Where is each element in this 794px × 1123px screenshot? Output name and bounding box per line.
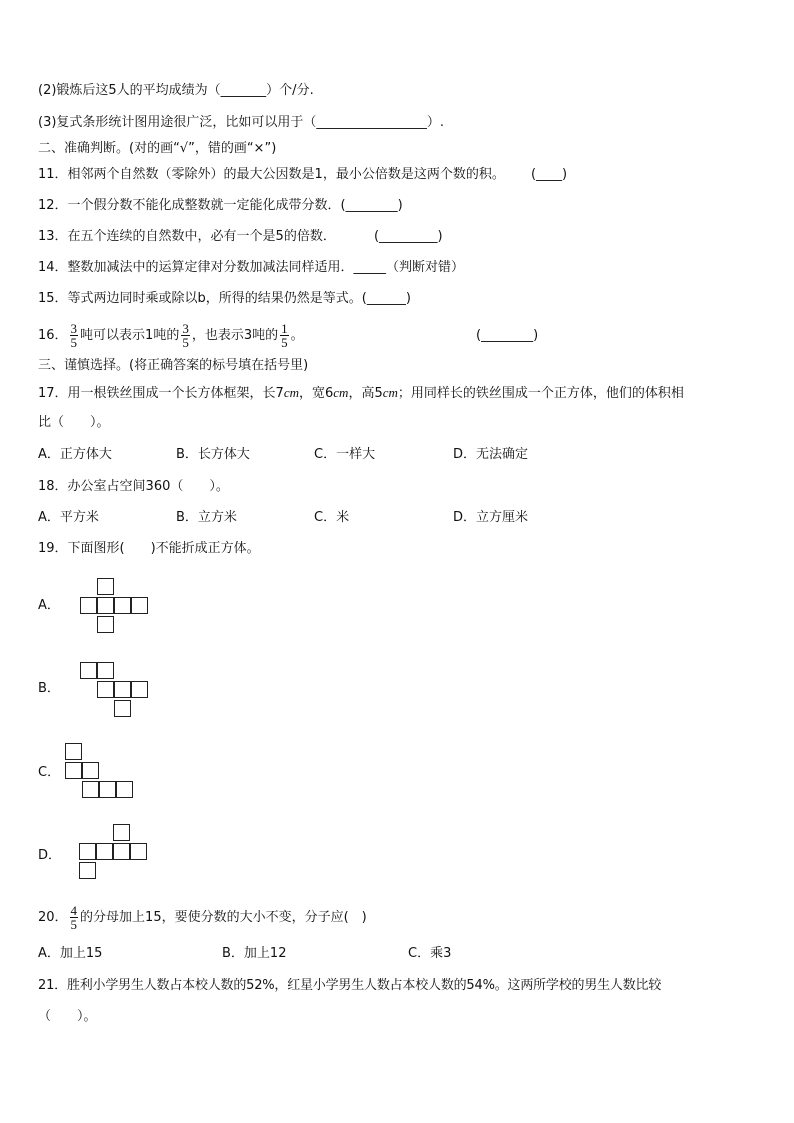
question-16-text-2: ，也表示3吨的 (191, 328, 279, 343)
q19-option-a-label[interactable]: A． (38, 598, 60, 613)
question-16-text-1: 吨可以表示1吨的 (80, 328, 180, 343)
question-14: 14．整数加减法中的运算定律对分数加减法同样适用．_____（判断对错） (38, 260, 465, 275)
question-12: 12．一个假分数不能化成整数就一定能化成带分数．(________) (38, 198, 403, 213)
cube-net-b[interactable] (80, 662, 150, 719)
q18-option-d[interactable]: D．立方厘米 (453, 510, 529, 525)
q19-option-c-label[interactable]: C． (38, 765, 61, 780)
question-21-line-2: （ ）。 (38, 1009, 97, 1024)
q20-option-c[interactable]: C．乘3 (408, 946, 452, 961)
question-13-text: 13．在五个连续的自然数中，必有一个是5的倍数． (38, 229, 336, 244)
q18-option-a[interactable]: A．平方米 (38, 510, 99, 525)
q20-option-a[interactable]: A．加上15 (38, 946, 103, 961)
question-18: 18．办公室占空间360（ ）。 (38, 479, 229, 494)
question-20 (38, 900, 367, 936)
question-13 (38, 228, 443, 246)
question-15: 15．等式两边同时乘或除以b，所得的结果仍然是等式。(______) (38, 291, 411, 306)
q18-option-b[interactable]: B．立方米 (176, 510, 237, 525)
question-11 (38, 166, 567, 184)
question-20-text: 的分母加上15，要使分数的大小不变，分子应( ) (80, 910, 367, 925)
q17-option-a[interactable]: A．正方体大 (38, 447, 112, 462)
question-17-line-2: 比（ ）。 (38, 415, 110, 430)
fraction-4-5: $\frac{4}{5}$ (70, 903, 78, 932)
fraction-3-5: $\frac{3}{5}$ (70, 321, 78, 350)
question-11-text: 11．相邻两个自然数（零除外）的最大公因数是1，最小公倍数是这两个数的积。 (38, 167, 505, 182)
q20-option-b[interactable]: B．加上12 (222, 946, 287, 961)
q17-option-c[interactable]: C．一样大 (314, 447, 376, 462)
q17-option-b[interactable]: B．长方体大 (176, 447, 250, 462)
question-21-line-1: 21．胜利小学男生人数占本校人数的52%，红星小学男生人数占本校人数的54%。这两所学校的男生人数比较 (38, 978, 662, 993)
question-16-blank[interactable]: (________) (476, 328, 539, 343)
q18-option-c[interactable]: C．米 (314, 510, 350, 525)
fraction-3-5-b: $\frac{3}{5}$ (182, 321, 189, 350)
question-19: 19．下面图形( )不能折成正方体。 (38, 541, 260, 556)
cube-net-a[interactable] (80, 578, 150, 635)
cube-net-c[interactable] (65, 743, 135, 800)
q17-option-d[interactable]: D．无法确定 (453, 447, 529, 462)
question-11-blank[interactable]: (____) (530, 167, 568, 182)
question-20-number: 20． (38, 910, 68, 925)
question-2-2: (2)锻炼后这5人的平均成绩为（_______）个/分. (38, 83, 314, 98)
q19-option-b-label[interactable]: B． (38, 681, 60, 696)
q19-option-d-label[interactable]: D． (38, 848, 62, 863)
cube-net-d[interactable] (79, 824, 149, 881)
question-16-number: 16． (38, 328, 68, 343)
section-3-heading: 三、谨慎选择。(将正确答案的标号填在括号里) (38, 358, 309, 373)
section-2-heading: 二、准确判断。(对的画“√”，错的画“×”) (38, 141, 277, 156)
question-17-line-1: 17．用一根铁丝围成一个长方体框架，长7cm，宽6cm，高5cm；用同样长的铁丝围成一个正方体，他们的体积相 (38, 385, 684, 401)
question-2-3: (3)复式条形统计图用途很广泛，比如可以用于（_________________）. (38, 115, 445, 130)
fraction-1-5: $\frac{1}{5}$ (281, 321, 288, 350)
question-16 (38, 318, 304, 354)
question-13-blank[interactable]: (_________) (373, 229, 443, 244)
question-16-text-3: 。 (290, 328, 304, 343)
